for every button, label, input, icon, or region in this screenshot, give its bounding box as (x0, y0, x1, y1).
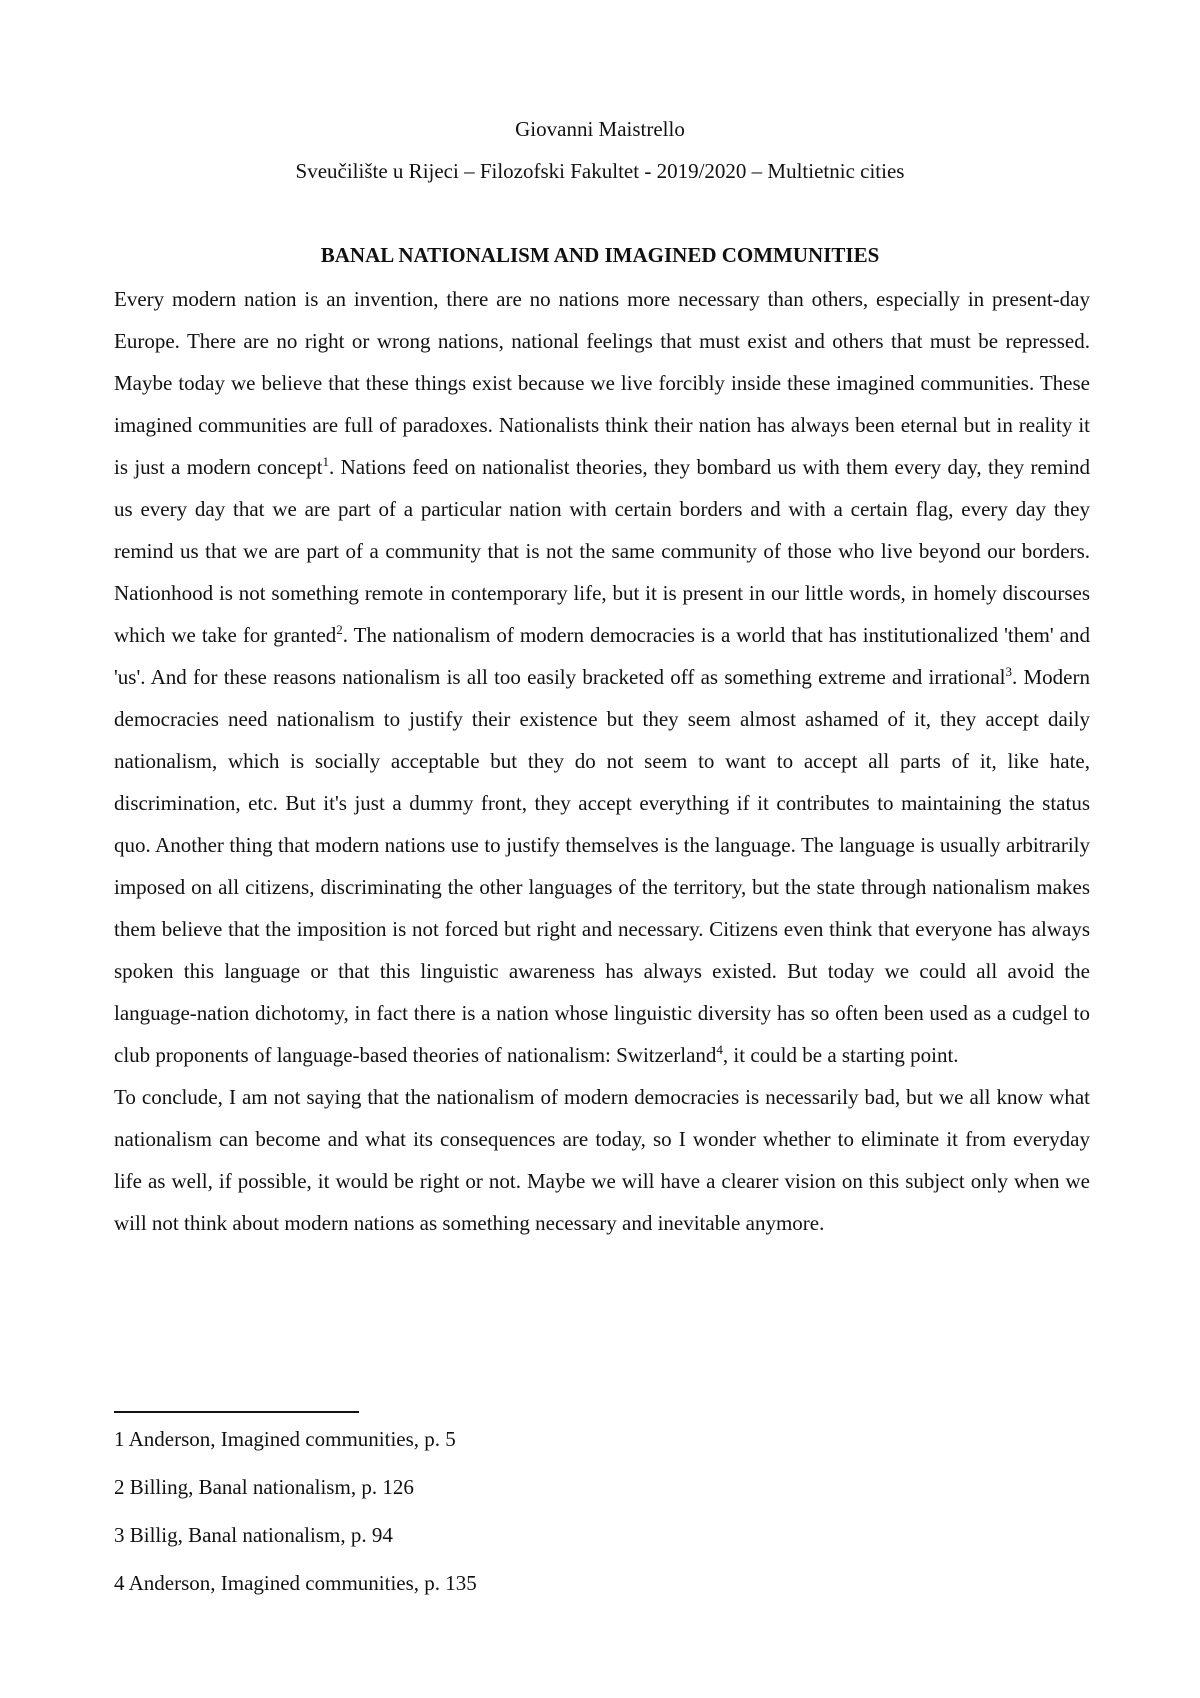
footnote-ref-4: 4 (716, 1042, 723, 1057)
essay-body (114, 278, 1090, 1244)
paragraph-1-segment: . Modern democracies need nationalism to justify their existence but they seem almost ashamed of it, they accept daily nationalism, which is socially acceptable but they do not seem to want to accept all parts of it, like hate, discrimination, etc. But it's just a dummy front, they accept everything if it contributes to maintaining the status quo. Another thing that modern nations use to justify themselves is the language. The language is usually arbitrarily imposed on all citizens, discriminating the other languages of the territory, but the state through nationalism makes them believe that the imposition is not forced but right and necessary. Citizens even think that everyone has always spoken this language or that this linguistic awareness has always existed. But today we could all avoid the language-nation dichotomy, in fact there is a nation whose linguistic diversity has so often been used as a cudgel to club proponents of language-based theories of nationalism: Switzerland (114, 665, 1091, 1067)
paragraph-2: To conclude, I am not saying that the nationalism of modern democracies is necessarily bad, but we all know what nationalism can become and what its consequences are today, so I wonder whether to eliminate it from everyday life as well, if possible, it would be right or not. Maybe we will have a clearer vision on this subject only when we will not think about modern nations as something necessary and inevitable anymore. (114, 1085, 1090, 1235)
paragraph-1-segment: . Nations feed on nationalist theories, they bombard us with them every day, they remind us every day that we are part of a particular nation with certain borders and with a certain flag, every day they remind us that we are part of a community that is not the same community of those who live beyond our borders. Nationhood is not something remote in contemporary life, but it is present in our little words, in homely discourses which we take for granted (114, 455, 1090, 647)
paragraph-1-segment: , it could be a starting point. (722, 1043, 959, 1067)
essay-title: BANAL NATIONALISM AND IMAGINED COMMUNITIES (320, 243, 880, 267)
footnote-ref-1: 1 (322, 454, 329, 469)
footnote-4: 4 Anderson, Imagined communities, p. 135 (114, 1571, 477, 1595)
footnotes (114, 1424, 1090, 1616)
footnote-1: 1 Anderson, Imagined communities, p. 5 (114, 1427, 456, 1451)
footnote-ref-2: 2 (336, 622, 343, 637)
paragraph-1-segment: Every modern nation is an invention, there are no nations more necessary than others, especially in present-day Europe. There are no right or wrong nations, national feelings that must exist and others that must be repressed. Maybe today we believe that these things exist because we live forcibly inside these imagined communities. These imagined communities are full of paradoxes. Nationalists think their nation has always been eternal but in reality it is just a modern concept (114, 287, 1090, 479)
paragraph-1 (114, 278, 1090, 1076)
affiliation-line: Sveučilište u Rijeci – Filozofski Fakultet - 2019/2020 – Multietnic cities (295, 159, 905, 183)
footnote-separator (114, 1411, 359, 1413)
author-name: Giovanni Maistrello (515, 117, 685, 141)
footnote-ref-3: 3 (1005, 664, 1013, 679)
paragraph-1-segment: . The nationalism of modern democracies is a world that has institutionalized 'them' and 'us'. And for these reasons nationalism is all too easily bracketed off as something extreme and irrational (114, 623, 1090, 689)
footnote-2: 2 Billing, Banal nationalism, p. 126 (114, 1475, 414, 1499)
footnote-3: 3 Billig, Banal nationalism, p. 94 (114, 1523, 393, 1547)
